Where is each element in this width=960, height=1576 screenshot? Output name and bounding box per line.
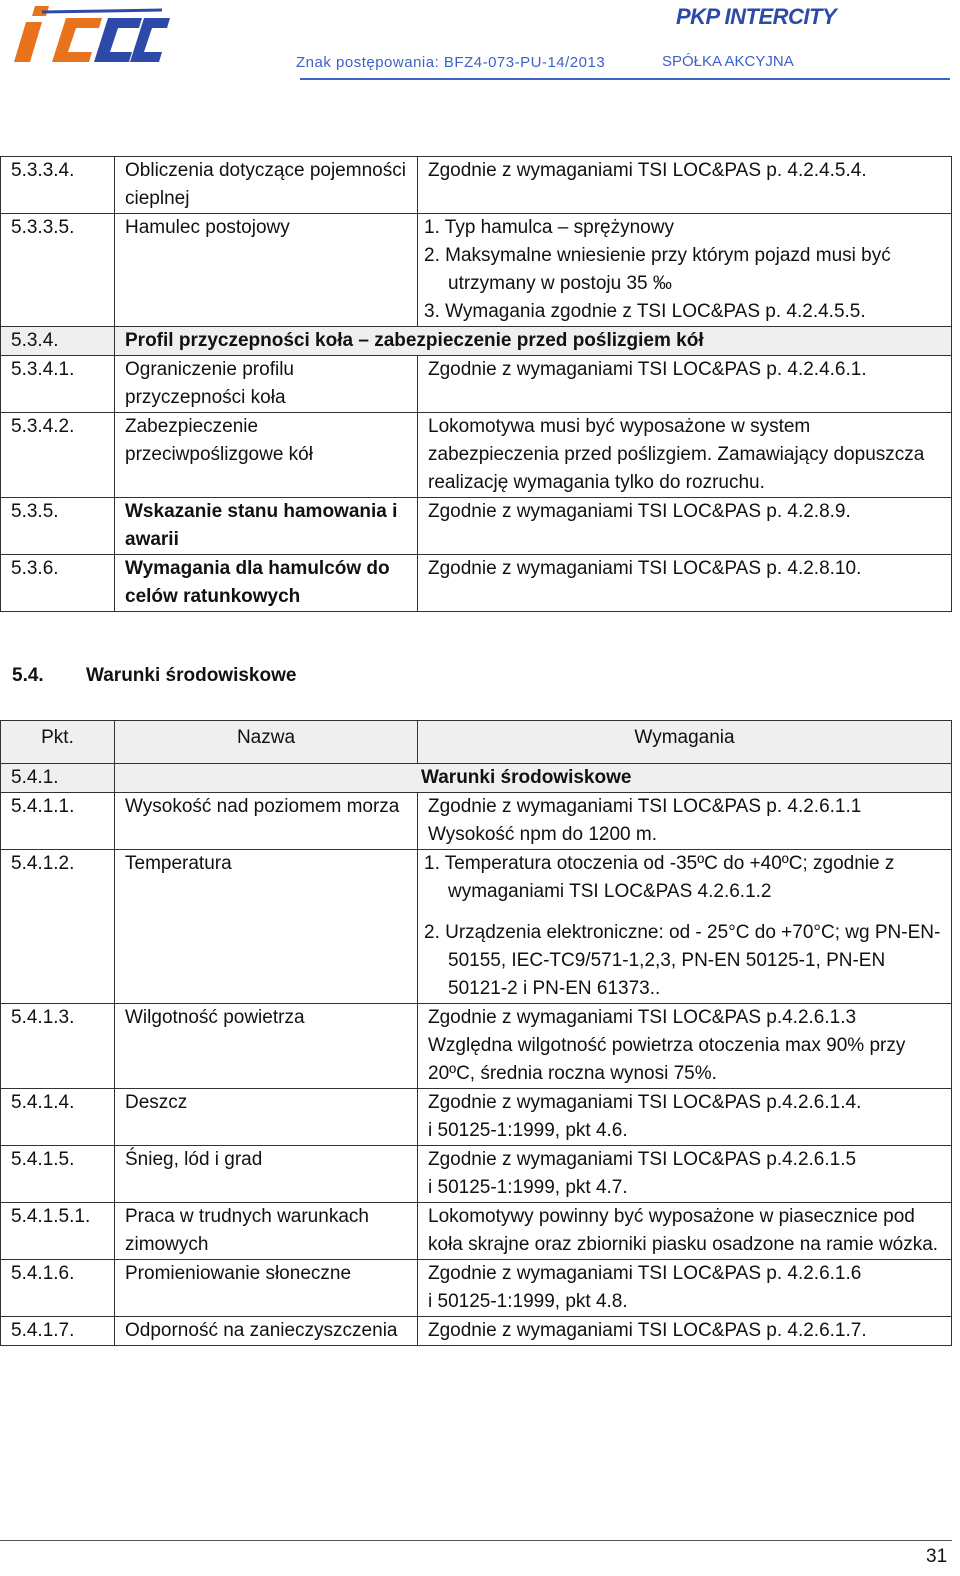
pkt-cell: 5.3.6. xyxy=(1,555,115,612)
wymagania-line: Względna wilgotność powietrza otoczenia max 90% przy 20ºC, średnia roczna wynosi 75%. xyxy=(428,1035,906,1084)
wymagania-cell: Zgodnie z wymaganiami TSI LOC&PAS p. 4.2.8.9. xyxy=(418,498,952,555)
icc-logo xyxy=(12,4,172,66)
nazwa-cell: Odporność na zanieczyszczenia xyxy=(115,1317,418,1346)
group-row xyxy=(1,764,952,793)
list-item: 1. Temperatura otoczenia od -35ºC do +40ºC; zgodnie z wymaganiami TSI LOC&PAS 4.2.6.1.2 xyxy=(424,853,895,902)
column-header-wymagania: Wymagania xyxy=(418,721,952,764)
list-item: 1. Typ hamulca – sprężynowy xyxy=(424,217,674,238)
pkt-cell: 5.4.1.4. xyxy=(1,1089,115,1146)
table-row xyxy=(1,555,952,612)
wymagania-line: i 50125-1:1999, pkt 4.8. xyxy=(428,1291,628,1312)
nazwa-cell: Praca w trudnych warunkach zimowych xyxy=(115,1203,418,1260)
wymagania-cell: Lokomotywa musi być wyposażone w system zabezpieczenia przed poślizgiem. Zamawiający dopuszcza realizację wymagania tylko do rozruchu. xyxy=(418,413,952,498)
reference-number: Znak postępowania: BFZ4-073-PU-14/2013 xyxy=(296,54,606,71)
wymagania-line: Zgodnie z wymaganiami TSI LOC&PAS p.4.2.6.1.4. xyxy=(428,1092,862,1113)
pkt-cell: 5.3.5. xyxy=(1,498,115,555)
table-row xyxy=(1,157,952,214)
pkt-cell: 5.3.4. xyxy=(1,327,115,356)
nazwa-cell: Wysokość nad poziomem morza xyxy=(115,793,418,850)
page-number: 31 xyxy=(926,1546,948,1567)
nazwa-cell: Obliczenia dotyczące pojemności cieplnej xyxy=(115,157,418,214)
pkt-cell: 5.4.1.5. xyxy=(1,1146,115,1203)
pkt-cell: 5.4.1.6. xyxy=(1,1260,115,1317)
nazwa-cell: Zabezpieczenie przeciwpoślizgowe kół xyxy=(115,413,418,498)
table-row xyxy=(1,214,952,327)
page-header xyxy=(0,0,960,90)
nazwa-cell: Deszcz xyxy=(115,1089,418,1146)
wymagania-line: Zgodnie z wymaganiami TSI LOC&PAS p. 4.2.6.1.1 xyxy=(428,796,862,817)
wymagania-cell: Lokomotywy powinny być wyposażone w piasecznice pod koła skrajne oraz zbiorniki piasku osadzone na ramie wózka. xyxy=(418,1203,952,1260)
section-number: 5.4. xyxy=(12,665,44,686)
wymagania-line: Zgodnie z wymaganiami TSI LOC&PAS p.4.2.6.1.3 xyxy=(428,1007,857,1028)
table-row xyxy=(1,1260,952,1317)
pkt-cell: 5.4.1. xyxy=(1,764,115,793)
company-type: SPÓŁKA AKCYJNA xyxy=(662,53,794,70)
pkt-cell: 5.3.4.1. xyxy=(1,356,115,413)
wymagania-cell xyxy=(418,1004,952,1089)
wymagania-line: Wysokość npm do 1200 m. xyxy=(428,824,657,845)
nazwa-cell: Wilgotność powietrza xyxy=(115,1004,418,1089)
wymagania-line: Zgodnie z wymaganiami TSI LOC&PAS p. 4.2.6.1.6 xyxy=(428,1263,862,1284)
list-item: 2. Urządzenia elektroniczne: od - 25°C do +70°C; wg PN-EN-50155, IEC-TC9/571-1,2,3, PN-EN 50125-1, PN-EN 50121-2 i PN-EN 61373.. xyxy=(424,922,941,999)
footer-divider xyxy=(0,1540,952,1541)
pkt-cell: 5.3.3.5. xyxy=(1,214,115,327)
wymagania-cell xyxy=(418,214,952,327)
table-row xyxy=(1,1089,952,1146)
brake-requirements-table xyxy=(0,156,952,612)
wymagania-line: i 50125-1:1999, pkt 4.7. xyxy=(428,1177,628,1198)
nazwa-cell: Hamulec postojowy xyxy=(115,214,418,327)
table-row xyxy=(1,1317,952,1346)
pkt-cell: 5.4.1.7. xyxy=(1,1317,115,1346)
header-row xyxy=(1,721,952,764)
wymagania-cell xyxy=(418,850,952,1004)
wymagania-cell xyxy=(418,793,952,850)
list-item: 2. Maksymalne wniesienie przy którym pojazd musi być utrzymany w postoju 35 ‰ xyxy=(424,245,891,294)
wymagania-cell xyxy=(418,1260,952,1317)
table-row xyxy=(1,498,952,555)
section-title xyxy=(12,665,296,687)
wymagania-cell xyxy=(418,1146,952,1203)
header-divider xyxy=(300,78,950,80)
section-title-text: Warunki środowiskowe xyxy=(86,665,297,686)
table-row xyxy=(1,1203,952,1260)
company-name: PKP INTERCITY xyxy=(676,4,837,29)
pkt-cell: 5.4.1.5.1. xyxy=(1,1203,115,1260)
wymagania-cell: Zgodnie z wymaganiami TSI LOC&PAS p. 4.2.6.1.7. xyxy=(418,1317,952,1346)
environment-requirements-table xyxy=(0,720,952,1346)
column-header-pkt: Pkt. xyxy=(1,721,115,764)
pkt-cell: 5.4.1.3. xyxy=(1,1004,115,1089)
wymagania-line: Zgodnie z wymaganiami TSI LOC&PAS p.4.2.6.1.5 xyxy=(428,1149,857,1170)
nazwa-cell: Wskazanie stanu hamowania i awarii xyxy=(115,498,418,555)
table-row xyxy=(1,413,952,498)
pkt-cell: 5.4.1.2. xyxy=(1,850,115,1004)
icc-logo-icon xyxy=(12,4,172,66)
pkt-cell: 5.3.3.4. xyxy=(1,157,115,214)
nazwa-cell: Ograniczenie profilu przyczepności koła xyxy=(115,356,418,413)
table-row xyxy=(1,1146,952,1203)
section-heading: Profil przyczepności koła – zabezpieczenie przed poślizgiem kół xyxy=(115,327,952,356)
table-row xyxy=(1,793,952,850)
list-item: 3. Wymagania zgodnie z TSI LOC&PAS p. 4.2.4.5.5. xyxy=(424,301,866,322)
wymagania-cell xyxy=(418,1089,952,1146)
group-heading: Warunki środowiskowe xyxy=(115,764,952,793)
wymagania-cell: Zgodnie z wymaganiami TSI LOC&PAS p. 4.2.4.6.1. xyxy=(418,356,952,413)
pkt-cell: 5.3.4.2. xyxy=(1,413,115,498)
nazwa-cell: Temperatura xyxy=(115,850,418,1004)
nazwa-cell: Wymagania dla hamulców do celów ratunkowych xyxy=(115,555,418,612)
wymagania-cell: Zgodnie z wymaganiami TSI LOC&PAS p. 4.2.4.5.4. xyxy=(418,157,952,214)
table-row xyxy=(1,850,952,1004)
wymagania-cell: Zgodnie z wymaganiami TSI LOC&PAS p. 4.2.8.10. xyxy=(418,555,952,612)
table-row xyxy=(1,356,952,413)
wymagania-line: i 50125-1:1999, pkt 4.6. xyxy=(428,1120,628,1141)
table-row xyxy=(1,1004,952,1089)
nazwa-cell: Śnieg, lód i grad xyxy=(115,1146,418,1203)
pkt-cell: 5.4.1.1. xyxy=(1,793,115,850)
column-header-nazwa: Nazwa xyxy=(115,721,418,764)
section-row xyxy=(1,327,952,356)
nazwa-cell: Promieniowanie słoneczne xyxy=(115,1260,418,1317)
